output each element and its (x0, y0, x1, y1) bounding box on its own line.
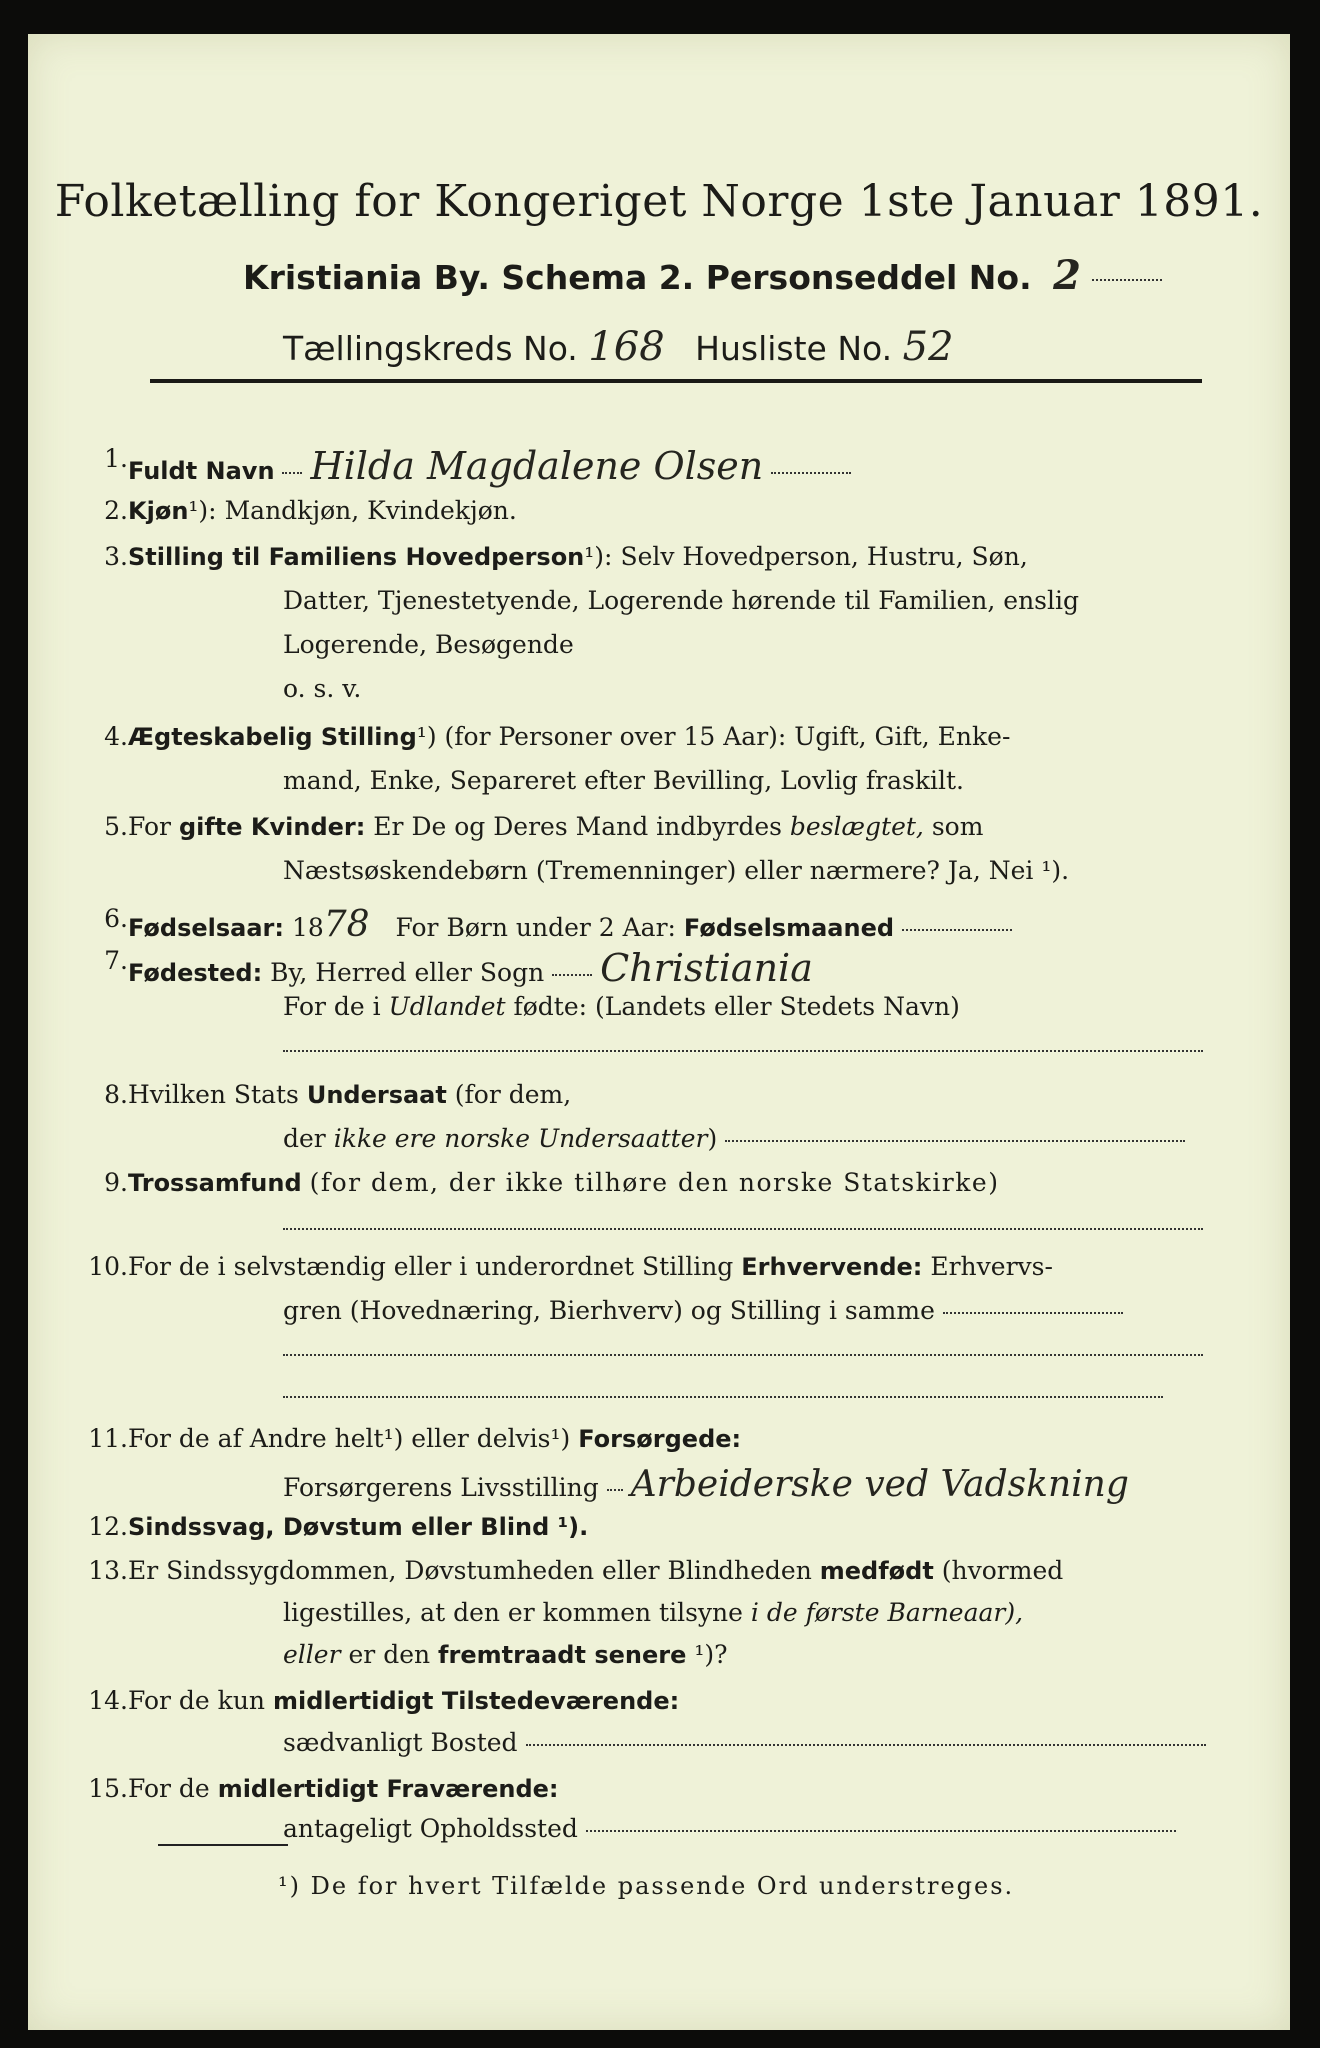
item-label: Erhvervende: (741, 1253, 923, 1281)
item-label: Fødselsmaaned (683, 914, 895, 942)
item-label: Trossamfund (128, 1169, 302, 1197)
item-text: For de kun (128, 1686, 266, 1715)
item-15 (88, 1774, 559, 1803)
item-text: gren (Hovednæring, Bierhverv) og Stilling i samme (283, 1296, 935, 1325)
item-label: Forsørgede: (578, 1425, 742, 1453)
item-10 (88, 1252, 1053, 1281)
item-number: 12. (88, 1512, 128, 1541)
item-number: 14. (88, 1686, 128, 1715)
schema-line (243, 252, 1162, 299)
item-text: ¹)? (694, 1640, 728, 1669)
item-7 (104, 946, 813, 990)
item-4-line2: mand, Enke, Separeret efter Bevilling, Lovlig fraskilt. (283, 766, 964, 795)
item-3-line2: Datter, Tjenestetyende, Logerende hørende til Familien, enslig (283, 586, 1080, 615)
item-text: fødte: (Landets eller Stedets Navn) (513, 992, 960, 1021)
footnote: ¹) De for hvert Tilfælde passende Ord understreges. (278, 1872, 1015, 1900)
item-number: 9. (104, 1168, 128, 1197)
item-label: Kjøn (128, 497, 189, 525)
item-text: er den (348, 1640, 431, 1669)
item-text: (for dem, (454, 1080, 572, 1109)
item-number: 4. (104, 722, 128, 751)
item-10-line2 (283, 1296, 1123, 1325)
item-12 (88, 1512, 589, 1541)
item-label: Stilling til Familiens Hovedperson (128, 543, 585, 571)
provider-occupation-value: Arbeiderske ved Vadskning (630, 1464, 1129, 1505)
item-label: Ægteskabelig Stilling (128, 723, 417, 751)
item-9-blank (283, 1212, 1203, 1241)
item-7-blank (283, 1034, 1203, 1063)
item-text-italic: Udlandet (388, 992, 506, 1021)
item-text: ligestilles, at den er kommen tilsyne (283, 1598, 743, 1627)
item-text: Er De og Deres Mand indbyrdes (373, 812, 782, 841)
item-text-italic: i de første Barneaar), (750, 1598, 1024, 1627)
item-7-line2 (283, 992, 960, 1021)
item-label: Fødselsaar: (128, 914, 284, 942)
full-name-value: Hilda Magdalene Olsen (310, 444, 764, 488)
item-number: 3. (104, 542, 128, 571)
item-number: 8. (104, 1080, 128, 1109)
item-number: 10. (88, 1252, 128, 1281)
item-15-line2 (283, 1814, 1176, 1843)
item-14-line2 (283, 1728, 1206, 1757)
item-text: sædvanligt Bosted (283, 1728, 518, 1757)
item-10-blank1 (283, 1338, 1203, 1367)
item-label: Sindssvag, Døvstum eller Blind ¹). (128, 1513, 589, 1541)
header-rule (150, 379, 1202, 383)
item-text-italic: ikke ere norske Undersaatter (333, 1124, 708, 1153)
item-3-line3: Logerende, Besøgende (283, 630, 574, 659)
item-number: 13. (88, 1556, 128, 1585)
item-text: For Børn under 2 Aar: (395, 913, 676, 942)
item-11 (88, 1424, 742, 1453)
item-11-line2 (283, 1464, 1129, 1505)
personseddel-number: 2 (1053, 252, 1081, 299)
item-5 (104, 812, 984, 841)
birthplace-value: Christiania (600, 946, 813, 990)
birth-year-prefix: 18 (291, 913, 324, 942)
schema-label: Kristiania By. Schema 2. Personseddel No. (243, 258, 1032, 297)
item-text: Er Sindssygdommen, Døvstumheden eller Blindheden (128, 1556, 812, 1585)
item-label: Undersaat (306, 1081, 447, 1109)
item-number: 2. (104, 496, 128, 525)
item-number: 5. (104, 812, 128, 841)
item-9 (104, 1168, 1000, 1197)
footnote-rule (158, 1844, 288, 1846)
item-text: (hvormed (941, 1556, 1064, 1585)
item-1 (104, 444, 851, 488)
item-text: For de i selvstændig eller i underordnet Stilling (128, 1252, 734, 1281)
item-text: Mandkjøn, Kvindekjøn. (224, 496, 517, 525)
item-text: For de (128, 1774, 210, 1803)
item-text: der (283, 1124, 326, 1153)
form-title: Folketælling for Kongeriget Norge 1ste Januar 1891. (54, 176, 1264, 227)
item-number: 7. (104, 946, 128, 975)
item-3: 3. Stilling til Familiens Hovedperson¹): Selv Hovedperson, Hustru, Søn, (128, 542, 1028, 571)
item-text: (for Personer over 15 Aar): Ugift, Gift, Enke- (444, 722, 1011, 751)
item-label: medfødt (819, 1557, 934, 1585)
item-label: Fødested: (128, 959, 263, 987)
item-2: 2. Kjøn¹): Mandkjøn, Kvindekjøn. (128, 496, 517, 525)
husliste-label: Husliste No. (695, 329, 893, 368)
item-text: Erhvervs- (930, 1252, 1053, 1281)
item-text: antageligt Opholdssted (283, 1814, 578, 1843)
item-5-line2: Næstsøskendebørn (Tremenninger) eller nærmere? Ja, Nei ¹). (283, 856, 1070, 885)
item-number: 15. (88, 1774, 128, 1803)
item-text: For (128, 812, 171, 841)
item-label: gifte Kvinder: (178, 813, 366, 841)
kreds-number: 168 (588, 324, 665, 370)
item-text: For de af Andre helt¹) eller delvis¹) (128, 1424, 571, 1453)
item-label: fremtraadt senere (438, 1641, 687, 1669)
item-number: 1. (104, 444, 128, 473)
census-form (28, 34, 1290, 2030)
kreds-line (283, 324, 954, 370)
item-8-line2: der ikke ere norske Undersaatter) (283, 1124, 1185, 1153)
item-8 (104, 1080, 572, 1109)
item-3-line4: o. s. v. (283, 674, 362, 703)
item-label: midlertidigt Fraværende: (217, 1775, 559, 1803)
item-label: Fuldt Navn (128, 457, 275, 485)
husliste-number: 52 (902, 324, 954, 370)
item-4: 4. Ægteskabelig Stilling¹) (for Personer over 15 Aar): Ugift, Gift, Enke- (128, 722, 1010, 751)
item-text: For de i (283, 992, 381, 1021)
item-13 (88, 1556, 1064, 1585)
item-13-line2 (283, 1598, 1023, 1627)
item-text: som (931, 812, 984, 841)
item-number: 6. (104, 904, 128, 933)
item-text: Selv Hovedperson, Hustru, Søn, (620, 542, 1028, 571)
birth-year-value: 78 (323, 904, 370, 945)
item-6 (104, 904, 1012, 945)
item-text-italic: beslægtet, (789, 812, 924, 841)
item-13-line3 (283, 1640, 728, 1669)
item-text: (for dem, der ikke tilhøre den norske Statskirke) (309, 1168, 1000, 1197)
item-number: 11. (88, 1424, 128, 1453)
item-text-italic: eller (283, 1640, 341, 1669)
item-text: By, Herred eller Sogn (270, 958, 545, 987)
item-text: Forsørgerens Livsstilling (283, 1473, 599, 1502)
item-10-blank2 (283, 1380, 1163, 1409)
item-text: Hvilken Stats (128, 1080, 299, 1109)
item-label: midlertidigt Tilstedeværende: (272, 1687, 680, 1715)
item-14 (88, 1686, 680, 1715)
kreds-label: Tællingskreds No. (283, 329, 578, 368)
